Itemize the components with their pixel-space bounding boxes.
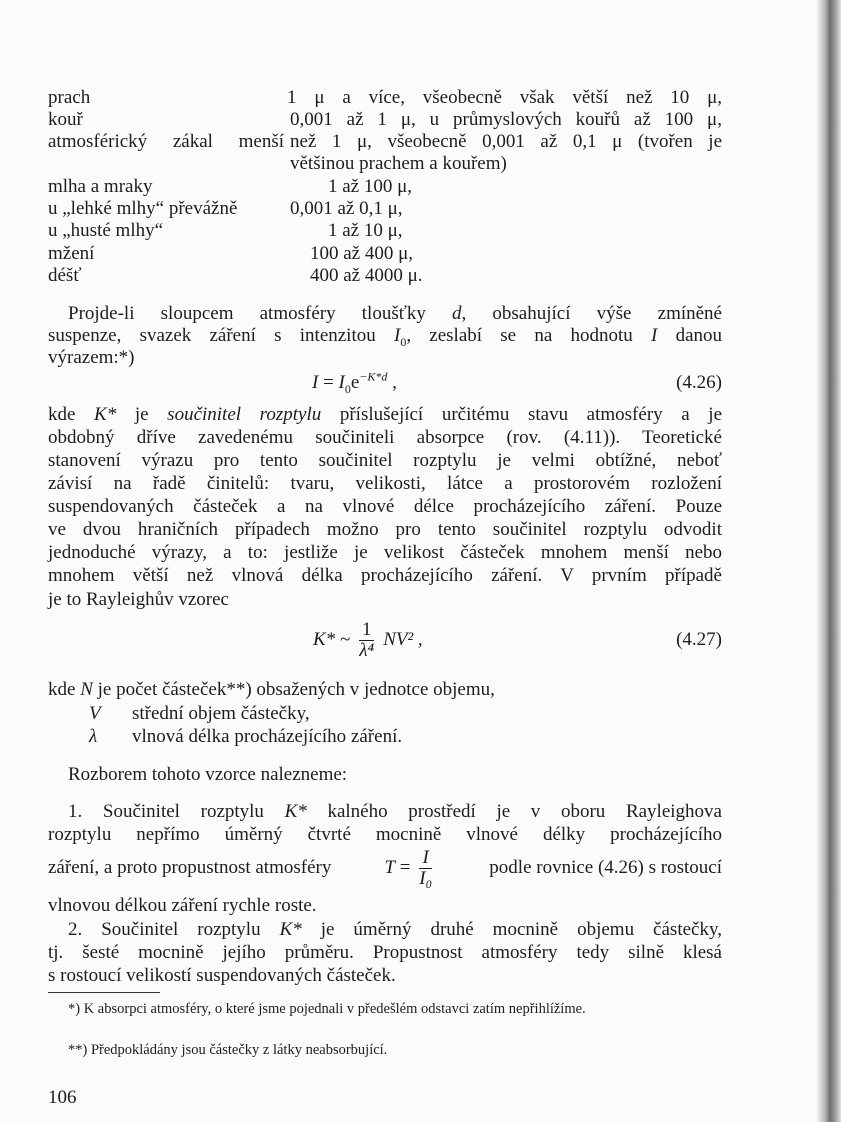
fraction xyxy=(359,620,375,661)
table-label: kouř xyxy=(48,109,83,130)
text-fragment: , zeslabí se na hodnotu xyxy=(406,325,652,346)
text-fragment: výrazem:*) xyxy=(48,347,135,368)
table-label: mlha a mraky xyxy=(48,176,153,197)
text-line xyxy=(48,427,722,449)
text-fragment: suspenze, svazek záření s intenzitou xyxy=(48,325,394,346)
superscript: −K*d xyxy=(359,369,388,384)
text-fragment: e xyxy=(350,372,360,393)
text-fragment: = xyxy=(318,372,339,393)
footnote: **) Předpokládány jsou částečky z látky neabsorbující. xyxy=(68,1042,388,1058)
subscript: 0 xyxy=(400,334,407,349)
text-line xyxy=(48,473,722,495)
text-fragment: 2. Součinitel rozptylu xyxy=(68,919,280,940)
text-fragment: kalného prostředí je v oboru Rayleighova xyxy=(306,801,722,822)
text-line xyxy=(48,965,722,987)
text-line xyxy=(48,895,722,917)
italic-term: N xyxy=(80,679,93,700)
text-fragment: je počet částeček**) obsažených v jednotce objemu, xyxy=(92,679,495,700)
text-line xyxy=(48,347,722,369)
table-value: 100 až 400 μ, xyxy=(310,243,414,264)
footnote: *) K absorpci atmosféry, o které jsme pojednali v předešlém odstavci zatím nepřihlížíme. xyxy=(68,1001,586,1017)
text-line xyxy=(48,565,722,587)
text-line xyxy=(48,942,722,964)
definition-item xyxy=(48,703,722,725)
table-value: než 1 μ, všeobecně 0,001 až 0,1 μ (tvořen je xyxy=(290,131,722,152)
text-fragment: stanovení výrazu pro tento součinitel rozptylu je velmi obtížné, neboť xyxy=(48,450,722,471)
equation-4-27 xyxy=(313,618,423,662)
text-line xyxy=(48,589,722,611)
text-fragment: podle rovnice (4.26) s rostoucí xyxy=(489,857,722,878)
text-fragment: kde xyxy=(48,679,81,700)
fraction-denominator: λ⁴ xyxy=(359,640,375,662)
text-fragment: je úměrný druhé mocnině objemu částečky, xyxy=(301,919,722,940)
text-fragment: danou xyxy=(657,325,723,346)
italic-term: I xyxy=(338,372,345,393)
text-fragment: je xyxy=(116,404,168,425)
fraction-numerator: I xyxy=(419,848,432,869)
text-fragment: je to Rayleighův vzorec xyxy=(48,589,229,610)
book-binding-shadow xyxy=(817,0,841,1122)
text-line xyxy=(48,303,722,325)
italic-term: I xyxy=(312,372,319,393)
equals-sign: = xyxy=(395,857,416,878)
table-label: u „lehké mlhy“ převážně xyxy=(48,198,238,219)
text-fragment: , obsahující výše zmíněné xyxy=(461,303,722,324)
definition-item xyxy=(48,726,722,748)
definition-text: střední objem částečky, xyxy=(132,703,310,724)
text-fragment: s rostoucí velikostí suspendovaných částeček. xyxy=(48,965,396,986)
table-label: u „husté mlhy“ xyxy=(48,220,164,241)
fraction-denominator: I₀ xyxy=(419,868,433,890)
table-value: 400 až 4000 μ. xyxy=(310,265,423,286)
text-fragment: tj. šesté mocnině jejího průměru. Propustnost atmosféry tedy silně klesá xyxy=(48,942,722,963)
text-fragment: , xyxy=(387,372,397,393)
table-value: 0,001 až 1 μ, u průmyslových kouřů až 100 μ, xyxy=(290,109,722,130)
table-value-continuation: většinou prachem a kouřem) xyxy=(290,153,507,174)
text-fragment: kde xyxy=(48,404,95,425)
text-line xyxy=(48,404,722,426)
text-fragment: jednoduché výrazy, a to: jestliže je velikost částeček mnohem menší nebo xyxy=(48,542,722,563)
text-line xyxy=(48,325,722,347)
italic-term: K* xyxy=(94,404,117,425)
text-fragment: vlnovou délkou záření rychle roste. xyxy=(48,895,317,916)
table-label: atmosférický zákal menší xyxy=(48,131,284,152)
text-line xyxy=(48,450,722,472)
fraction xyxy=(419,848,432,889)
table-value: 0,001 až 0,1 μ, xyxy=(290,198,403,219)
variable: T xyxy=(384,857,396,878)
text-fragment: suspendovaných částeček a na vlnové délce procházejícího záření. Pouze xyxy=(48,496,722,517)
italic-term: I xyxy=(651,325,658,346)
table-value: 1 až 10 μ, xyxy=(328,220,403,241)
text-fragment: Projde-li sloupcem atmosféry tloušťky xyxy=(68,303,452,324)
page-number: 106 xyxy=(48,1087,77,1108)
text-line xyxy=(48,764,722,786)
definition-symbol: λ xyxy=(89,726,98,747)
equation-lhs: K* ~ xyxy=(313,629,351,650)
italic-term: I xyxy=(393,325,401,346)
table-label: mžení xyxy=(48,243,95,264)
text-fragment: závisí na řadě činitelů: tvaru, velikosti, látce a prostorovém rozložení xyxy=(48,473,722,494)
text-fragment: mnohem větší než vlnová délka procházejícího záření. V prvním případě xyxy=(48,565,722,586)
text-fragment: rozptylu nepřímo úměrný čtvrté mocnině vlnové délky procházejícího xyxy=(48,824,722,845)
text-line xyxy=(48,801,722,823)
text-fragment: 1. Součinitel rozptylu xyxy=(68,801,285,822)
text-line xyxy=(48,824,722,846)
equation-4-26 xyxy=(312,369,397,396)
fraction-numerator: 1 xyxy=(359,620,375,641)
text-fragment: příslušející určitému stavu atmosféry a je xyxy=(321,404,723,425)
italic-term: K* xyxy=(284,801,307,822)
text-fragment: Rozborem tohoto vzorce nalezneme: xyxy=(68,764,348,785)
text-fragment: obdobný dříve zavedenému součiniteli absorpce (rov. (4.11)). Teoretické xyxy=(48,427,722,448)
text-line xyxy=(48,679,722,701)
text-line-with-fraction xyxy=(48,846,722,890)
footnote-divider xyxy=(48,992,160,993)
subscript: 0 xyxy=(344,381,351,396)
definition-symbol: V xyxy=(89,703,101,724)
italic-term: K* xyxy=(279,919,302,940)
text-fragment: záření, a proto propustnost atmosféry xyxy=(48,857,332,878)
text-fragment: ve dvou hraničních případech možno pro tento součinitel rozptylu odvodit xyxy=(48,519,722,540)
italic-term: d xyxy=(451,303,462,324)
text-line xyxy=(48,496,722,518)
table-label: déšť xyxy=(48,265,82,286)
text-line xyxy=(48,519,722,541)
equation-rhs: NV² , xyxy=(383,629,423,650)
equation-number: (4.27) xyxy=(676,629,722,650)
table-label: prach xyxy=(48,87,91,108)
text-line xyxy=(48,919,722,941)
table-value: 1 až 100 μ, xyxy=(328,176,413,197)
italic-term: součinitel rozptylu xyxy=(167,404,322,425)
text-line xyxy=(48,542,722,564)
definition-text: vlnová délka procházejícího záření. xyxy=(132,726,403,747)
equation-number: (4.26) xyxy=(676,372,722,393)
table-value: 1 μ a více, všeobecně však větší než 10 μ, xyxy=(287,87,722,108)
